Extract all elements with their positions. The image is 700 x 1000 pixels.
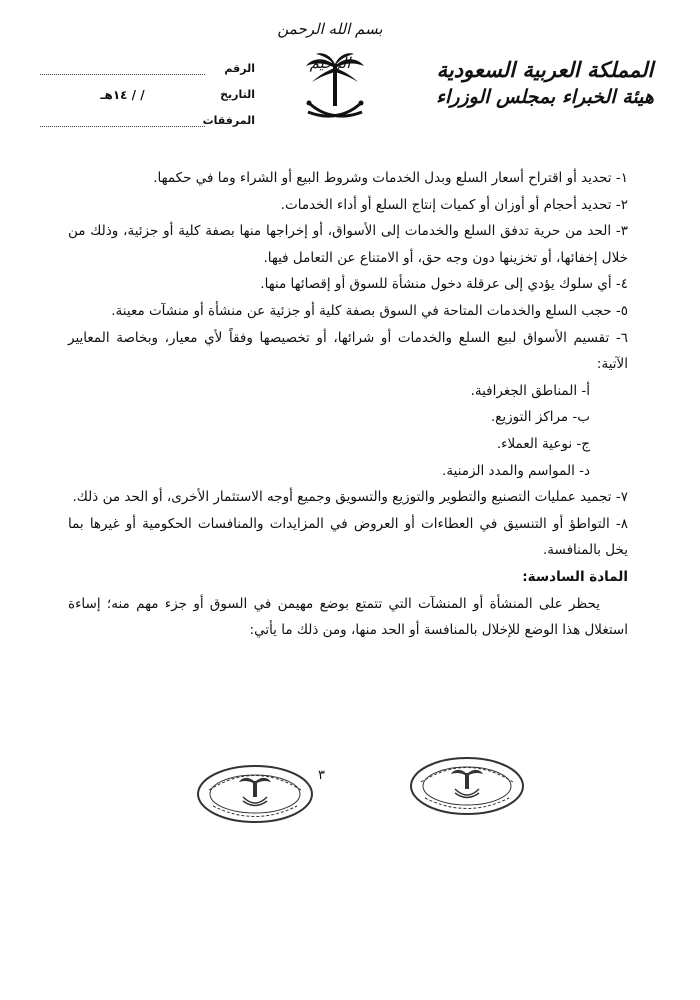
attachments-field [40, 113, 205, 127]
saudi-emblem [300, 50, 370, 130]
date-field: / / ١٤هـ [100, 87, 145, 102]
date-row [40, 81, 255, 107]
article-heading: المادة السادسة: [522, 568, 628, 585]
document-meta [40, 55, 255, 133]
entity-line-bureau: هيئة الخبراء بمجلس الوزراء [436, 86, 654, 108]
sub-list-item: ج- نوعية العملاء. [496, 435, 590, 452]
page-number: ٣ [318, 768, 325, 783]
ref-row [40, 55, 255, 81]
list-item: ٥- حجب السلع والخدمات المتاحة في السوق بصفة كلية أو جزئية عن منشأة أو منشآت معينة. [111, 302, 628, 319]
list-item: ٣- الحد من حرية تدفق السلع والخدمات إلى الأسواق، أو إخراجها منها بصفة كلية أو جزئية، وذلك من خلال إخفائها، أو تخزينها دون وجه حق، أو الامتناع عن التعامل فيها. [68, 223, 628, 266]
document-body [68, 165, 628, 644]
sub-list-item: د- المواسم والمدد الزمنية. [442, 462, 590, 479]
attachments-row [40, 107, 255, 133]
issuing-entity [430, 56, 660, 110]
bureau-seal-stamp [408, 755, 526, 817]
secretariat-seal-stamp [195, 763, 315, 825]
list-item: ٤- أي سلوك يؤدي إلى عرقلة دخول منشأة للسوق أو إقصائها منها. [260, 276, 628, 293]
sub-list-item: ب- مراكز التوزيع. [490, 409, 590, 426]
article-paragraph: يحظر على المنشأة أو المنشآت التي تتمتع بوضع مهيمن في السوق أو جزء مهم منه؛ إساءة استغلال هذا الوضع للإخلال بالمنافسة أو الحد منها، ومن ذلك ما يأتي: [68, 595, 628, 639]
ref-field [40, 61, 205, 75]
entity-line-kingdom: المملكة العربية السعودية [436, 57, 654, 82]
list-item: ٢- تحديد أحجام أو أوزان أو كميات إنتاج السلع أو أداء الخدمات. [280, 196, 628, 213]
basmala-calligraphy: بسم الله الرحمن [277, 20, 383, 38]
list-item: ٧- تجميد عمليات التصنيع والتطوير والتوزيع والتسويق وجميع أوجه الاستثمار الأخرى، أو الحد من ذلك. [72, 489, 628, 506]
date-label: التاريخ [220, 87, 255, 101]
list-item: ١- تحديد أو اقتراح أسعار السلع وبدل الخدمات وشروط البيع أو الشراء وما في حكمها. [153, 170, 628, 186]
sub-list-item: أ- المناطق الجغرافية. [470, 382, 590, 399]
ref-label: الرقم [224, 61, 255, 75]
attachments-label: المرفقات [202, 113, 255, 127]
list-item: ٦- تقسيم الأسواق لبيع السلع والخدمات أو شرائها، أو تخصيصها وفقاً لأي معيار، وبخاصة المعايير الآتية: [68, 329, 628, 373]
list-item: ٨- التواطؤ أو التنسيق في العطاءات أو العروض في المزايدات والمنافسات الحكومية أو غيرها بما يخل بالمنافسة. [68, 515, 628, 559]
